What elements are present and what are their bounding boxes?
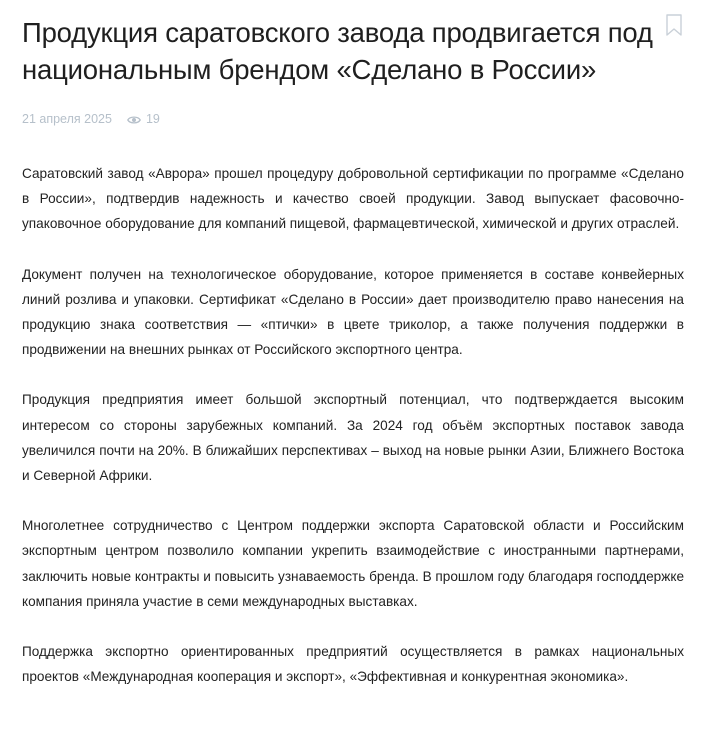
article-meta (22, 111, 684, 127)
eye-icon (127, 114, 141, 124)
news-article (22, 14, 684, 714)
views-counter (127, 112, 160, 126)
views-count: 19 (145, 112, 160, 126)
article-paragraph: Продукция предприятия имеет большой экспортный потенциал, что подтверждается высоким интересом со стороны зарубежных компаний. За 2024 год объём экспортных поставок завода увеличился почти на 20%. В ближайших перспективах – выход на новые рынки Азии, Ближнего Востока и Северной Африки. (22, 392, 684, 484)
publish-date: 21 апреля 2025 (22, 112, 112, 126)
article-body (22, 161, 684, 689)
article-paragraph: Саратовский завод «Аврора» прошел процедуру добровольной сертификации по программе «Сделано в России», подтвердив надежность и качество своей продукции. Завод выпускает фасовочно-упаковочное оборудование для компаний пищевой, фармацевтической, химической и других отраслей. (22, 166, 684, 232)
bookmark-icon[interactable] (664, 14, 684, 36)
article-paragraph: Многолетнее сотрудничество с Центром поддержки экспорта Саратовской области и Российским экспортным центром позволило компании укрепить взаимодействие с иностранными партнерами, заключить новые контракты и повысить узнаваемость бренда. В прошлом году благодаря господдержке компания приняла участие в семи международных выставках. (22, 518, 684, 609)
article-paragraph: Документ получен на технологическое оборудование, которое применяется в составе конвейерных линий розлива и упаковки. Сертификат «Сделано в России» дает производителю право нанесения на продукцию знака соответствия — «птички» в цвете триколор, а также получения поддержки в продвижении на внешних рынках от Российского экспортного центра. (22, 266, 684, 358)
article-title: Продукция саратовского завода продвигается под национальным брендом «Сделано в России» (22, 17, 653, 85)
article-paragraph: Поддержка экспортно ориентированных предприятий осуществляется в рамках национальных проектов «Международная кооперация и экспорт», «Эффективная и конкурентная экономика». (22, 644, 684, 685)
